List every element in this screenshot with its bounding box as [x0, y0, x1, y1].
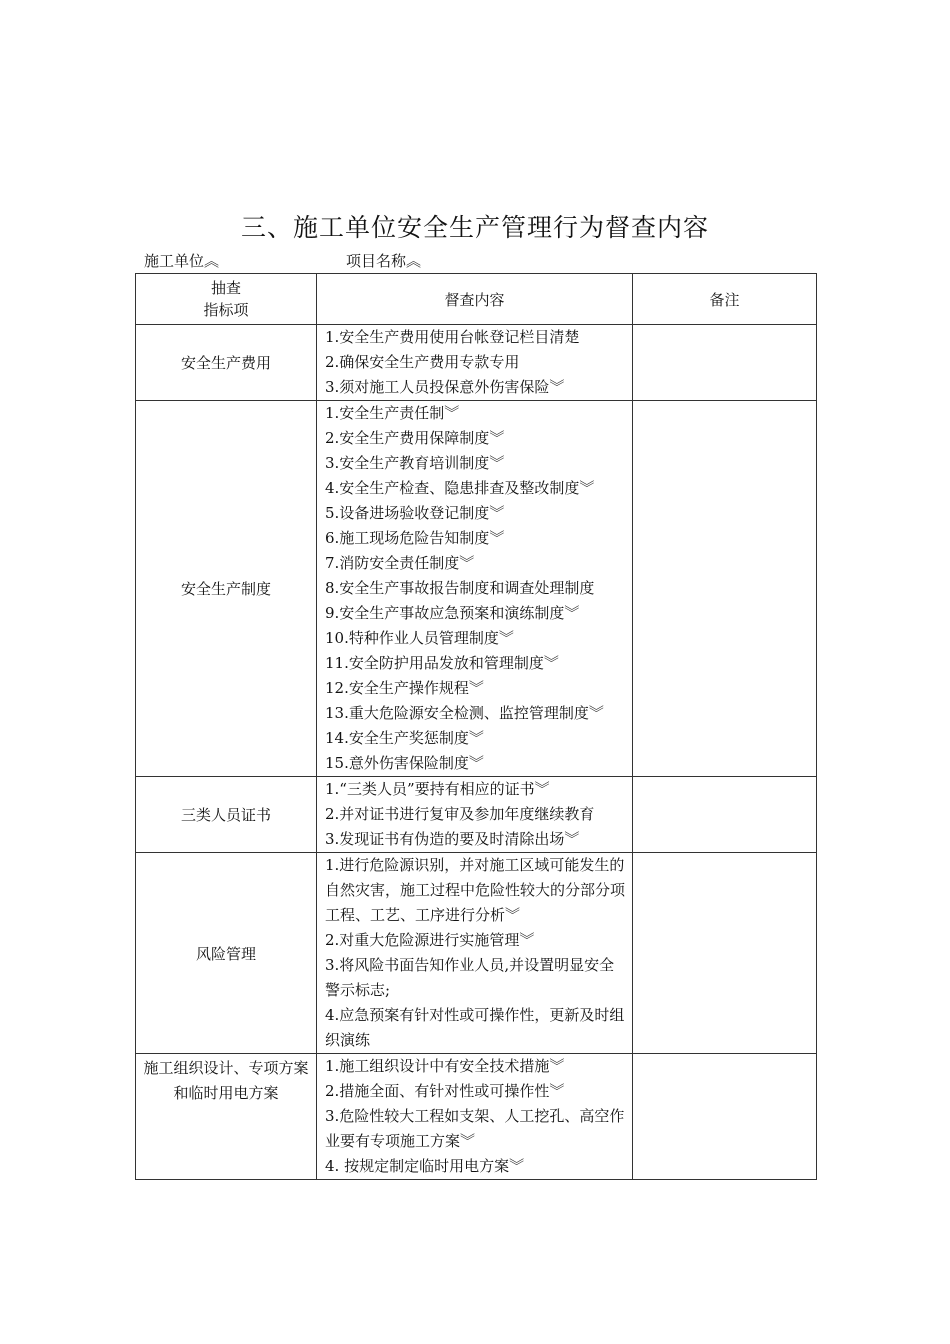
header-indicator — [136, 274, 317, 325]
content-item: 1.安全生产费用使用台帐登记栏目清楚 — [325, 328, 580, 346]
document-title: 三、施工单位安全生产管理行为督查内容 — [240, 213, 709, 242]
inspection-table — [135, 273, 817, 1180]
content-item: 11.安全防护用品发放和管理制度︾ — [325, 654, 559, 672]
content-item: 2.对重大危险源进行实施管理︾ — [325, 931, 535, 949]
content-item: 9.安全生产事故应急预案和演练制度︾ — [325, 604, 580, 622]
content-item: 1.安全生产责任制︾ — [325, 404, 460, 422]
remarks-cell[interactable] — [633, 777, 817, 853]
content-item: 3.须对施工人员投保意外伤害保险︾ — [325, 378, 565, 396]
table-row — [136, 401, 817, 777]
content-item: 4. 按规定制定临时用电方案︾ — [325, 1157, 525, 1175]
content-cell — [317, 325, 633, 401]
content-item: 13.重大危险源安全检测、监控管理制度︾ — [325, 704, 604, 722]
category-cell: 施工组织设计、专项方案和临时用电方案 — [136, 1054, 317, 1180]
header-remarks: 备注 — [633, 274, 817, 325]
table-row — [136, 325, 817, 401]
category-cell: 安全生产制度 — [136, 401, 317, 777]
content-cell — [317, 401, 633, 777]
category-cell: 安全生产费用 — [136, 325, 317, 401]
form-meta — [144, 250, 422, 271]
content-item: 7.消防安全责任制度︾ — [325, 554, 475, 572]
content-cell — [317, 853, 633, 1054]
content-cell — [317, 1054, 633, 1180]
content-item: 2.并对证书进行复审及参加年度继续教育 — [325, 805, 595, 823]
remarks-cell[interactable] — [633, 853, 817, 1054]
project-name-label: 项目名称︽ — [346, 252, 422, 270]
header-content: 督查内容 — [317, 274, 633, 325]
header-indicator-line1: 抽查 — [210, 279, 241, 297]
content-item: 15.意外伤害保险制度︾ — [325, 754, 484, 772]
table-header-row — [136, 274, 817, 325]
content-item: 8.安全生产事故报告制度和调查处理制度 — [325, 579, 595, 597]
content-item: 3.安全生产教育培训制度︾ — [325, 454, 505, 472]
table-row — [136, 777, 817, 853]
content-item: 2.措施全面、有针对性或可操作性︾ — [325, 1082, 565, 1100]
content-item: 2.安全生产费用保障制度︾ — [325, 429, 505, 447]
content-item: 3.发现证书有伪造的要及时清除出场︾ — [325, 830, 580, 848]
content-item: 4.安全生产检查、隐患排查及整改制度︾ — [325, 479, 595, 497]
content-item: 3.危险性较大工程如支架、人工挖孔、高空作业要有专项施工方案︾ — [325, 1107, 625, 1150]
content-item: 2.确保安全生产费用专款专用 — [325, 353, 520, 371]
remarks-cell[interactable] — [633, 1054, 817, 1180]
content-item: 5.设备进场验收登记制度︾ — [325, 504, 505, 522]
content-item: 4.应急预案有针对性或可操作性，更新及时组织演练 — [325, 1006, 625, 1049]
content-item: 1.“三类人员”要持有相应的证书︾ — [325, 780, 550, 798]
content-item: 12.安全生产操作规程︾ — [325, 679, 484, 697]
category-cell: 风险管理 — [136, 853, 317, 1054]
content-item: 1.进行危险源识别，并对施工区域可能发生的自然灾害，施工过程中危险性较大的分部分项工程、工艺、工序进行分析︾ — [325, 856, 626, 924]
remarks-cell[interactable] — [633, 401, 817, 777]
table-row — [136, 853, 817, 1054]
content-item: 6.施工现场危险告知制度︾ — [325, 529, 505, 547]
construction-unit-label: 施工单位︽ — [144, 252, 220, 270]
content-item: 1.施工组织设计中有安全技术措施︾ — [325, 1057, 565, 1075]
content-cell — [317, 777, 633, 853]
content-item: 3.将风险书面告知作业人员,并设置明显安全警示标志; — [325, 956, 615, 999]
content-item: 14.安全生产奖惩制度︾ — [325, 729, 484, 747]
category-cell: 三类人员证书 — [136, 777, 317, 853]
content-item: 10.特种作业人员管理制度︾ — [325, 629, 514, 647]
table-row — [136, 1054, 817, 1180]
header-indicator-line2: 指标项 — [203, 301, 249, 319]
remarks-cell[interactable] — [633, 325, 817, 401]
